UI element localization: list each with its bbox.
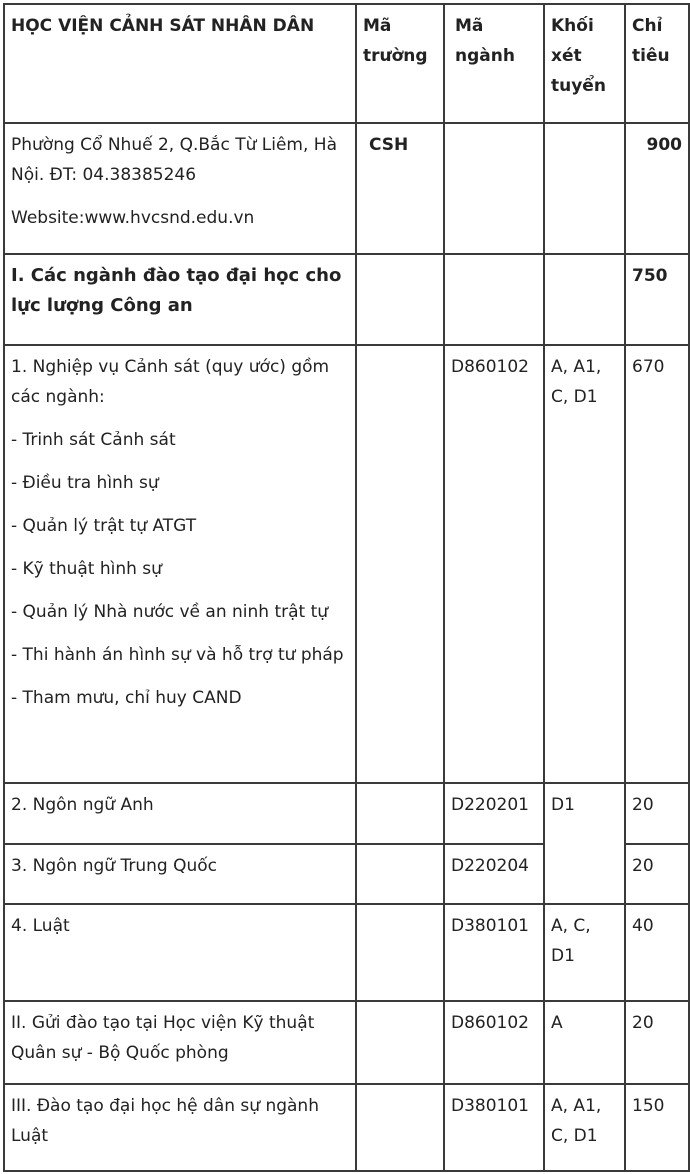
header-major-code: Mã ngành bbox=[444, 4, 544, 123]
table-row bbox=[4, 345, 689, 783]
info-exam-block bbox=[544, 123, 625, 254]
row-1-title-cell bbox=[4, 345, 356, 783]
row-1-major-code: D860102 bbox=[444, 345, 544, 783]
row-1-school-code bbox=[356, 345, 444, 783]
section-3-major-code: D380101 bbox=[444, 1084, 544, 1171]
row-2-3-exam-block: D1 bbox=[544, 783, 625, 904]
section-2-row bbox=[4, 1001, 689, 1084]
row-3-major-code: D220204 bbox=[444, 844, 544, 904]
row-4-school-code bbox=[356, 904, 444, 1001]
row-2-school-code bbox=[356, 783, 444, 844]
section-2-school-code bbox=[356, 1001, 444, 1084]
sub-item: - Thi hành án hình sự và hỗ trợ tư pháp bbox=[11, 645, 344, 665]
section-2-quota: 20 bbox=[625, 1001, 689, 1084]
table-row bbox=[4, 904, 689, 1001]
info-quota: 900 bbox=[625, 123, 689, 254]
table-row bbox=[4, 783, 689, 844]
section-2-title: II. Gửi đào tạo tại Học viện Kỹ thuật Quân sự - Bộ Quốc phòng bbox=[4, 1001, 356, 1084]
section-1-major-code bbox=[444, 254, 544, 345]
row-1-exam-block: A, A1, C, D1 bbox=[544, 345, 625, 783]
row-1-title: 1. Nghiệp vụ Cảnh sát (quy ước) gồm các ngành: bbox=[11, 357, 330, 407]
section-3-school-code bbox=[356, 1084, 444, 1171]
section-3-exam-block: A, A1, C, D1 bbox=[544, 1084, 625, 1171]
section-1-row bbox=[4, 254, 689, 345]
section-1-school-code bbox=[356, 254, 444, 345]
row-2-major-code: D220201 bbox=[444, 783, 544, 844]
header-row bbox=[4, 4, 689, 123]
sub-item: - Kỹ thuật hình sự bbox=[11, 559, 162, 579]
section-3-quota: 150 bbox=[625, 1084, 689, 1171]
row-1-quota: 670 bbox=[625, 345, 689, 783]
row-2-title: 2. Ngôn ngữ Anh bbox=[4, 783, 356, 844]
section-3-row bbox=[4, 1084, 689, 1171]
sub-item: - Điều tra hình sự bbox=[11, 473, 159, 493]
row-3-title: 3. Ngôn ngữ Trung Quốc bbox=[4, 844, 356, 904]
sub-item: - Tham mưu, chỉ huy CAND bbox=[11, 688, 242, 708]
section-3-title: III. Đào tạo đại học hệ dân sự ngành Luật bbox=[4, 1084, 356, 1171]
info-cell bbox=[4, 123, 356, 254]
sub-item: - Quản lý Nhà nước về an ninh trật tự bbox=[11, 602, 329, 622]
row-4-exam-block: A, C, D1 bbox=[544, 904, 625, 1001]
header-exam-block: Khối xét tuyển bbox=[544, 4, 625, 123]
section-1-exam-block bbox=[544, 254, 625, 345]
section-1-title: I. Các ngành đào tạo đại học cho lực lượng Công an bbox=[4, 254, 356, 345]
section-1-quota: 750 bbox=[625, 254, 689, 345]
section-2-exam-block: A bbox=[544, 1001, 625, 1084]
row-4-major-code: D380101 bbox=[444, 904, 544, 1001]
header-institution: HỌC VIỆN CẢNH SÁT NHÂN DÂN bbox=[4, 4, 356, 123]
row-4-title: 4. Luật bbox=[4, 904, 356, 1001]
sub-item: - Quản lý trật tự ATGT bbox=[11, 516, 197, 536]
section-2-major-code: D860102 bbox=[444, 1001, 544, 1084]
admissions-table bbox=[3, 3, 690, 1172]
address-text: Phường Cổ Nhuế 2, Q.Bắc Từ Liêm, Hà Nội. ĐT: 04.38385246 bbox=[11, 135, 337, 185]
sub-item: - Trinh sát Cảnh sát bbox=[11, 430, 176, 450]
row-2-quota: 20 bbox=[625, 783, 689, 844]
website-text: Website:www.hvcsnd.edu.vn bbox=[11, 208, 255, 228]
row-4-quota: 40 bbox=[625, 904, 689, 1001]
row-3-school-code bbox=[356, 844, 444, 904]
header-school-code: Mã trường bbox=[356, 4, 444, 123]
header-quota: Chỉ tiêu bbox=[625, 4, 689, 123]
school-code-value: CSH bbox=[356, 123, 444, 254]
row-3-quota: 20 bbox=[625, 844, 689, 904]
info-row bbox=[4, 123, 689, 254]
info-major-code bbox=[444, 123, 544, 254]
